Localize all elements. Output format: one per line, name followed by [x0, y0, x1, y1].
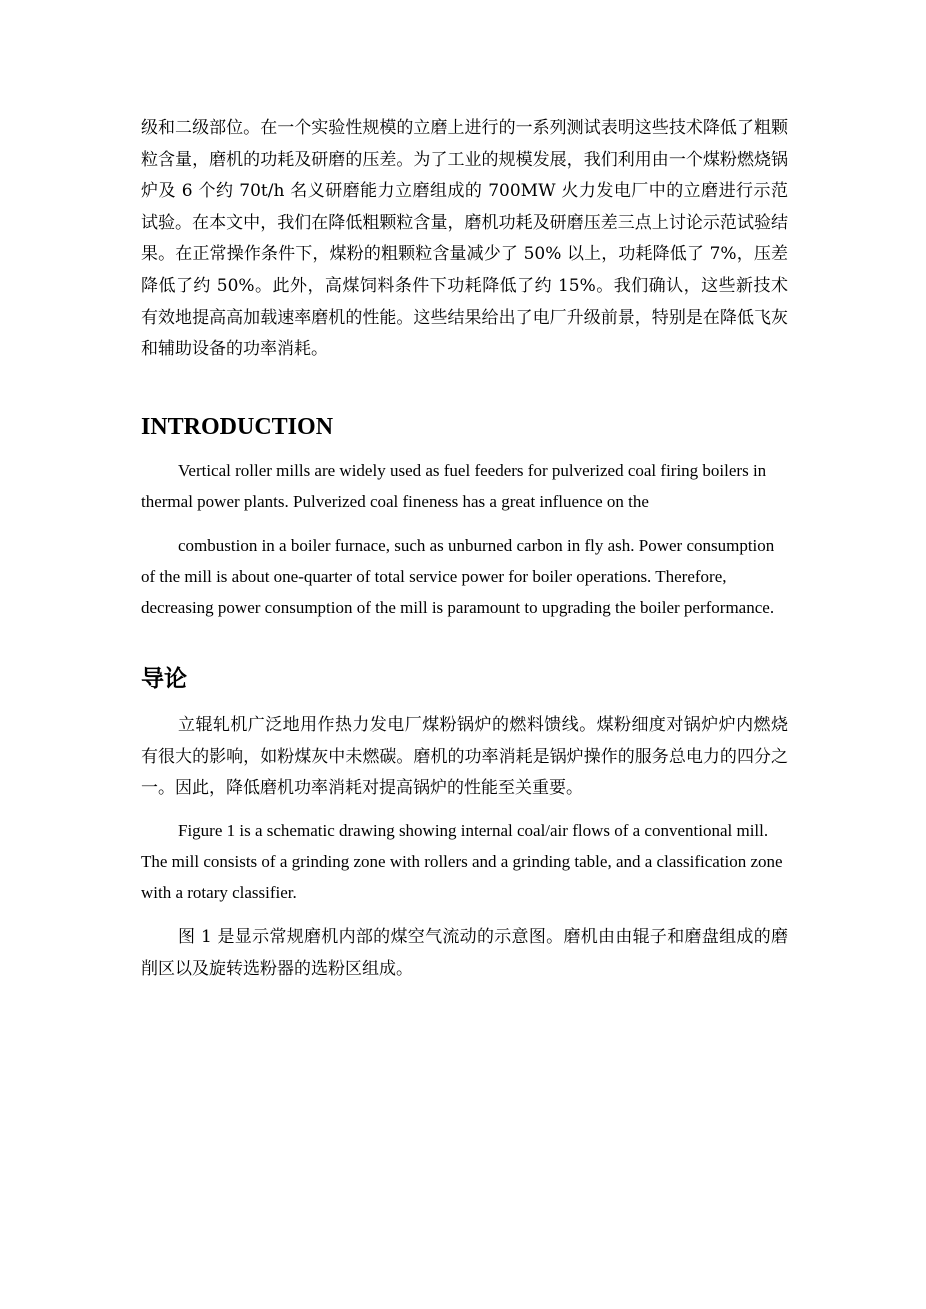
introduction-paragraph-english-part-1: Vertical roller mills are widely used as fuel feeders for pulverized coal firing boilers in thermal power plants. Pulverized coal fineness has a great influence on the [141, 461, 767, 511]
introduction-heading-english: INTRODUCTION [141, 414, 334, 440]
introduction-heading-chinese: 导论 [141, 666, 187, 692]
introduction-paragraph-english-part-2: combustion in a boiler furnace, such as unburned carbon in fly ash. Power consumption of the mill is about one-quarter of total service power for boiler operations. Therefore, decreasing power consumption of the mill is paramount to upgrading the boiler performance. [141, 536, 775, 617]
introduction-paragraph-chinese: 立辊轧机广泛地用作热力发电厂煤粉锅炉的燃料馈线。煤粉细度对锅炉炉内燃烧有很大的影响，如粉煤灰中未燃碳。磨机的功率消耗是锅炉操作的服务总电力的四分之一。因此，降低磨机功率消耗对提高锅炉的性能至关重要。 [141, 715, 788, 799]
figure-description-chinese: 图 1 是显示常规磨机内部的煤空气流动的示意图。磨机由由辊子和磨盘组成的磨削区以及旋转选粉器的选粉区组成。 [141, 927, 788, 979]
figure-description-english: Figure 1 is a schematic drawing showing internal coal/air flows of a conventional mill. The mill consists of a grinding zone with rollers and a grinding table, and a classification zone with a rotary classifier. [141, 821, 783, 902]
abstract-chinese-continued: 级和二级部位。在一个实验性规模的立磨上进行的一系列测试表明这些技术降低了粗颗粒含量，磨机的功耗及研磨的压差。为了工业的规模发展，我们利用由一个煤粉燃烧锅炉及 6 个约 70t/h 名义研磨能力立磨组成的 700MW 火力发电厂中的立磨进行示范试验。在本文中，我们在降低粗颗粒含量，磨机功耗及研磨压差三点上讨论示范试验结果。在正常操作条件下，煤粉的粗颗粒含量减少了 50% 以上，功耗降低了 7%，压差降低了约 50%。此外，高煤饲料条件下功耗降低了约 15%。我们确认，这些新技术有效地提高高加载速率磨机的性能。这些结果给出了电厂升级前景，特别是在降低飞灰和辅助设备的功率消耗。 [141, 118, 788, 360]
